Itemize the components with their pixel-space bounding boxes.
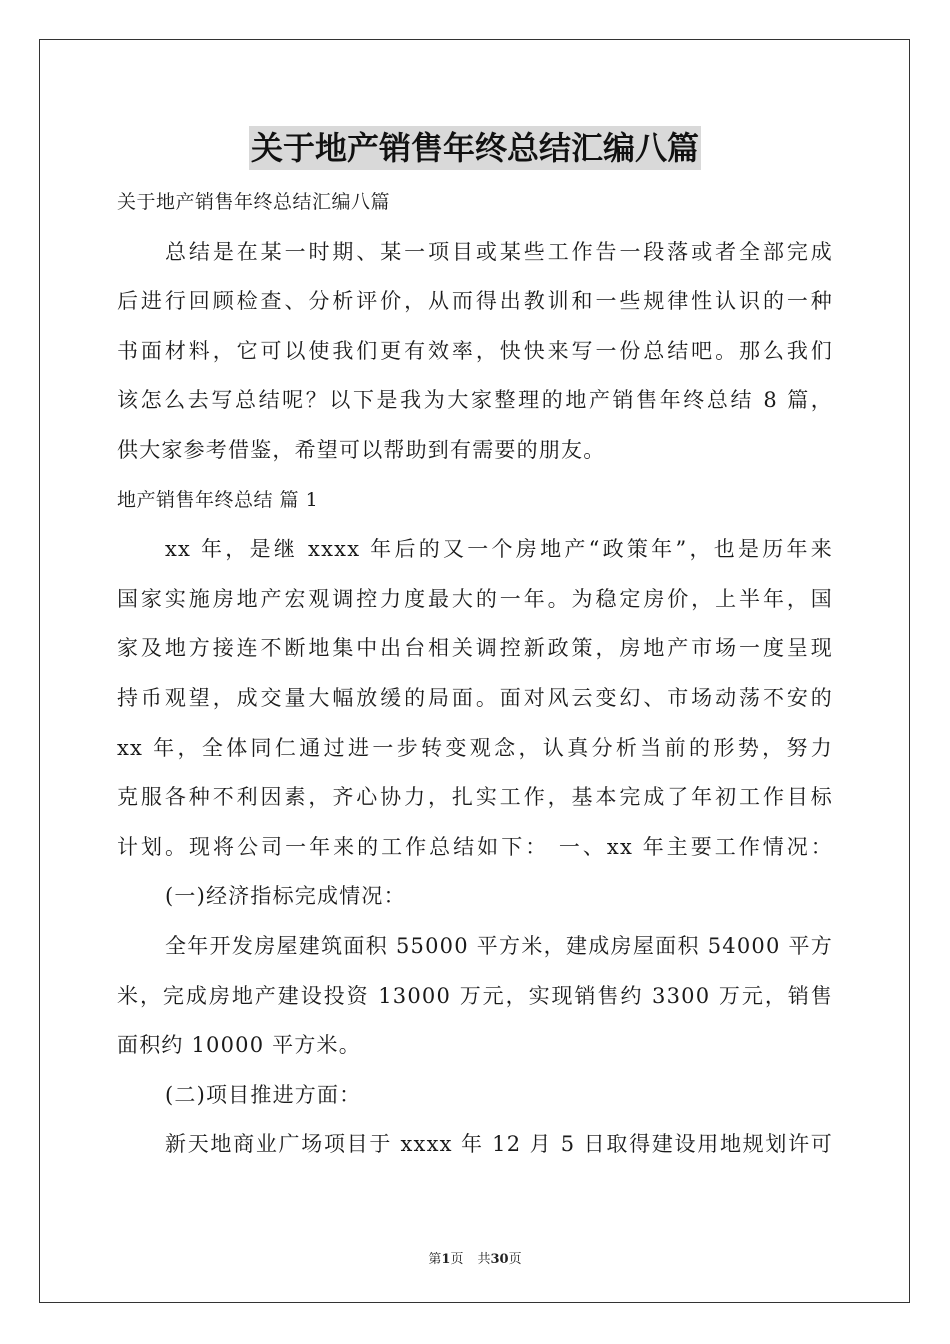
paragraph-line: xx 年，全体同仁通过进一步转变观念，认真分析当前的形势，努力 [117,735,833,760]
paragraph-line: 全年开发房屋建筑面积 55000 平方米，建成房屋面积 54000 平方 [165,933,833,958]
paragraph-line: 持币观望，成交量大幅放缓的局面。面对风云变幻、市场动荡不安的 [117,685,833,710]
page-footer [0,1248,950,1267]
paragraph-line: 该怎么去写总结呢？以下是我为大家整理的地产销售年终总结 8 篇， [117,388,833,413]
paragraph-line: xx 年，是继 xxxx 年后的又一个房地产“政策年”，也是历年来 [165,537,833,562]
paragraph-line: 米，完成房地产建设投资 13000 万元，实现销售约 3300 万元，销售 [117,983,833,1008]
current-page-number: 1 [441,1252,451,1267]
page-prefix: 第 [428,1252,442,1267]
paragraph-line: 家及地方接连不断地集中出台相关调控新政策，房地产市场一度呈现 [117,636,833,661]
paragraph-line: 总结是在某一时期、某一项目或某些工作告一段落或者全部完成 [165,239,833,264]
title-block [0,126,950,170]
section-heading: 地产销售年终总结 篇 1 [117,488,319,511]
paragraph-line: 克服各种不利因素，齐心协力，扎实工作，基本完成了年初工作目标 [117,785,833,810]
document-title: 关于地产销售年终总结汇编八篇 [249,126,701,170]
document-body [117,178,833,1170]
subsection-heading: (一)经济指标完成情况： [165,884,406,909]
paragraph-line: 书面材料，它可以使我们更有效率，快快来写一份总结吧。那么我们 [117,338,833,363]
total-unit: 页 [508,1252,522,1267]
subsection-heading: (二)项目推进方面： [165,1082,362,1107]
paragraph-line: 计划。现将公司一年来的工作总结如下： 一、xx 年主要工作情况： [117,834,833,859]
subtitle-line: 关于地产销售年终总结汇编八篇 [117,191,391,213]
paragraph-line: 供大家参考借鉴，希望可以帮助到有需要的朋友。 [117,437,606,462]
total-prefix: 共 [477,1252,491,1267]
paragraph-line: 国家实施房地产宏观调控力度最大的一年。为稳定房价，上半年，国 [117,586,833,611]
paragraph-line: 后进行回顾检查、分析评价，从而得出教训和一些规律性认识的一种 [117,289,833,314]
total-page-count: 30 [490,1252,509,1267]
paragraph-line: 新天地商业广场项目于 xxxx 年 12 月 5 日取得建设用地规划许可 [165,1132,833,1157]
paragraph-line: 面积约 10000 平方米。 [117,1033,361,1058]
page-unit: 页 [450,1252,464,1267]
